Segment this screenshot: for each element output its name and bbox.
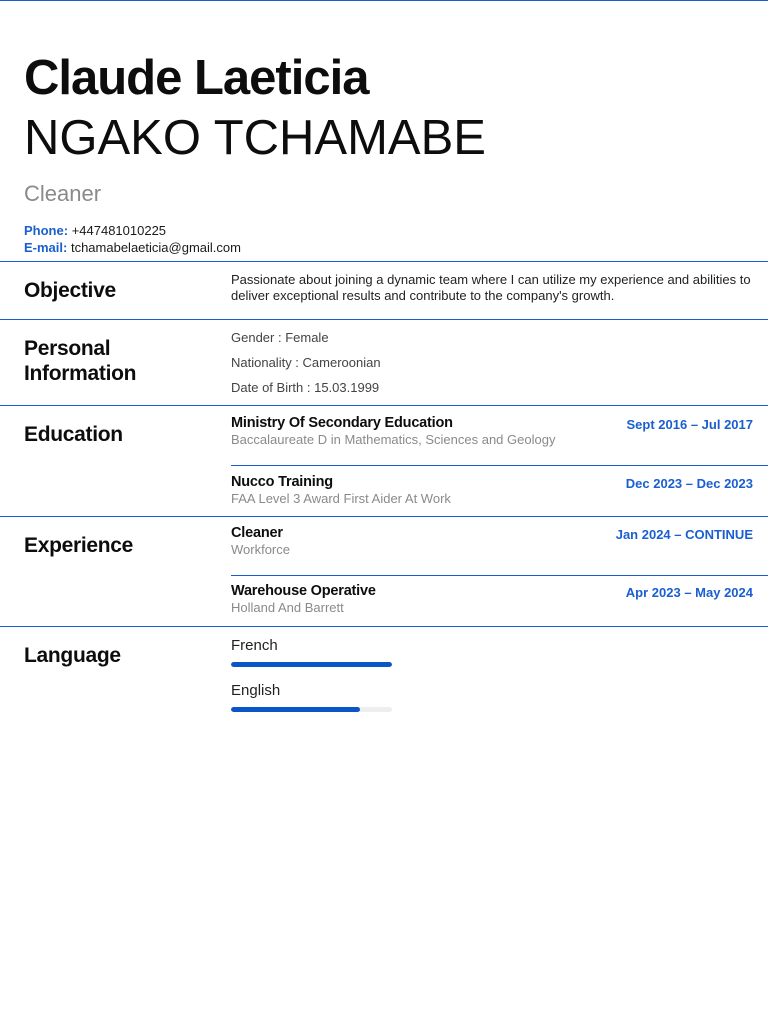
phone-row — [24, 222, 241, 239]
education-entry-subtitle: FAA Level 3 Award First Aider At Work — [231, 491, 451, 506]
personal-body — [231, 330, 753, 405]
language-level-fill — [231, 662, 392, 667]
language-title: Language — [24, 644, 121, 667]
gender-row: Gender : Female — [231, 330, 329, 345]
experience-divider — [231, 575, 768, 576]
education-entry — [231, 474, 753, 507]
email-label: E-mail: — [24, 240, 68, 255]
experience-section — [0, 516, 768, 626]
language-name: English — [231, 682, 281, 699]
education-entry-2 — [231, 474, 753, 507]
resume-header — [24, 48, 744, 208]
education-entry-subtitle: Baccalaureate D in Mathematics, Sciences and Geology — [231, 432, 556, 447]
education-entry — [231, 415, 753, 448]
education-entry-title: Ministry Of Secondary Education — [231, 415, 453, 431]
first-name: Claude Laeticia — [24, 51, 369, 105]
education-entry-1 — [231, 415, 753, 448]
experience-entry-title: Warehouse Operative — [231, 583, 376, 599]
experience-entry — [231, 583, 753, 616]
language-item-english — [231, 682, 753, 712]
language-level-fill — [231, 707, 360, 712]
experience-entry-date: Apr 2023 – May 2024 — [625, 585, 753, 600]
education-entry-title: Nucco Training — [231, 474, 333, 490]
education-divider — [231, 465, 768, 466]
email-value[interactable]: tchamabelaeticia@gmail.com — [70, 240, 241, 255]
objective-body — [231, 272, 753, 304]
experience-entry — [231, 525, 753, 558]
dob-row: Date of Birth : 15.03.1999 — [231, 380, 380, 395]
email-row — [24, 239, 241, 256]
education-section — [0, 405, 768, 516]
contact-block — [24, 222, 241, 256]
experience-entry-title: Cleaner — [231, 525, 283, 541]
nationality-row: Nationality : Cameroonian — [231, 355, 381, 370]
language-section — [0, 626, 768, 727]
language-list — [231, 637, 753, 712]
experience-entry-date: Jan 2024 – CONTINUE — [615, 527, 753, 542]
objective-text: Passionate about joining a dynamic team where I can utilize my experience and abilities to deliver exceptional results and contribute to the company's growth. — [231, 272, 751, 303]
objective-section — [0, 261, 768, 320]
language-item-french — [231, 637, 753, 667]
experience-title: Experience — [24, 534, 134, 557]
education-entry-date: Dec 2023 – Dec 2023 — [625, 476, 753, 491]
objective-title: Objective — [24, 279, 116, 302]
phone-label: Phone: — [24, 223, 69, 238]
job-title: Cleaner — [24, 181, 102, 206]
top-rule — [0, 0, 768, 1]
education-entry-date: Sept 2016 – Jul 2017 — [626, 417, 753, 432]
phone-value[interactable]: +447481010225 — [71, 223, 167, 238]
language-level-bar — [231, 662, 392, 667]
last-name: NGAKO TCHAMABE — [24, 111, 486, 165]
experience-entry-subtitle: Holland And Barrett — [231, 600, 344, 615]
personal-section — [0, 319, 768, 406]
education-title: Education — [24, 423, 123, 446]
personal-title: Personal Information — [24, 337, 137, 385]
language-level-bar — [231, 707, 392, 712]
experience-entry-2 — [231, 583, 753, 616]
experience-entry-subtitle: Workforce — [231, 542, 290, 557]
experience-entry-1 — [231, 525, 753, 558]
language-name: French — [231, 637, 278, 654]
